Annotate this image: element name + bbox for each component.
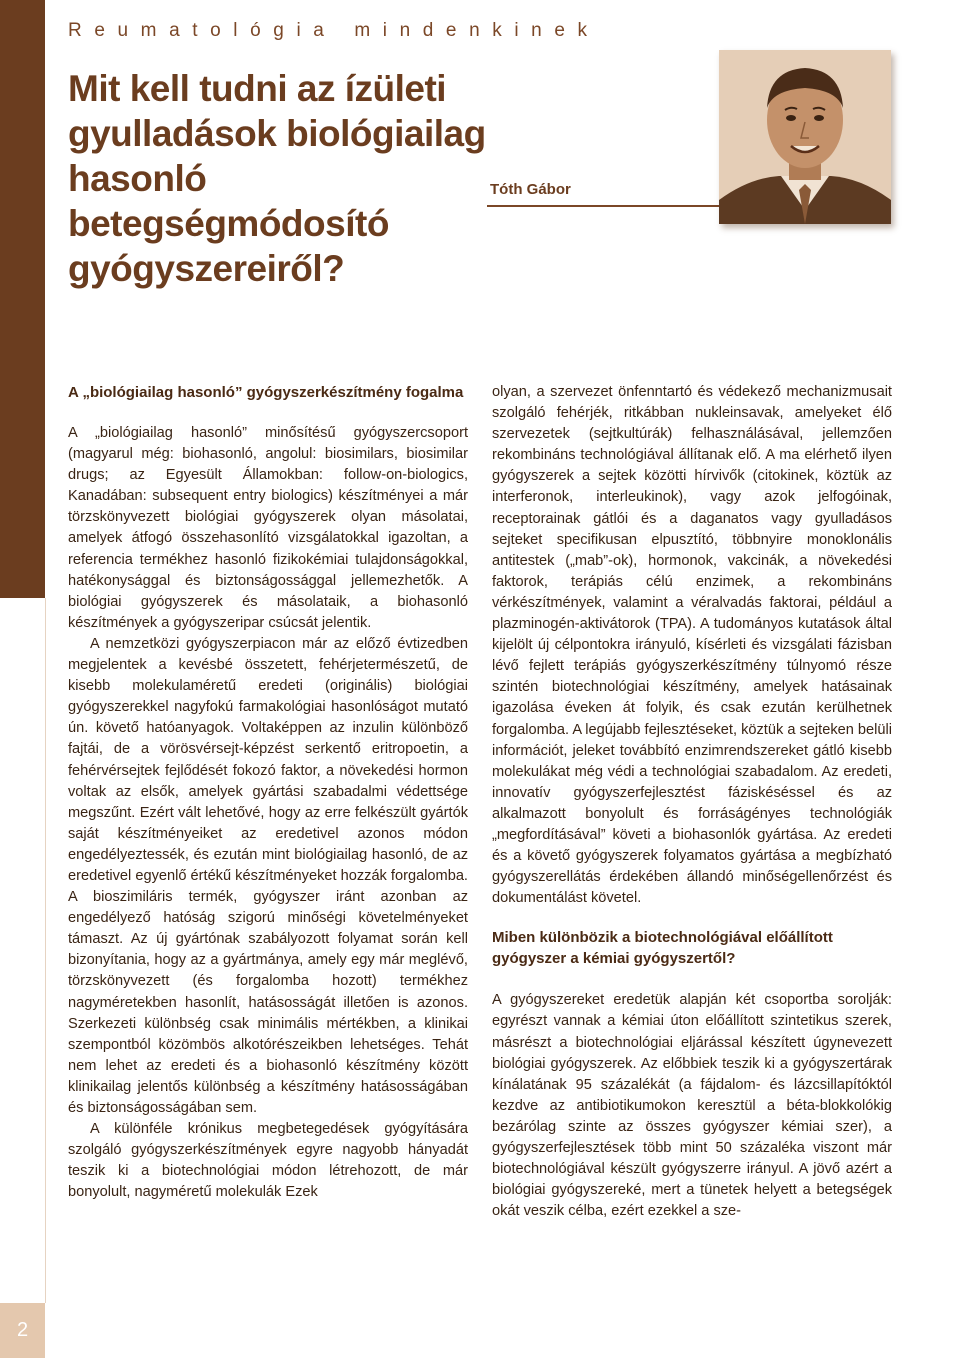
page-number-box <box>0 1303 45 1358</box>
section-heading-biotech-vs-chemical: Miben különbözik a biotechnológiával előállított gyógyszer a kémiai gyógyszertől? <box>492 929 833 968</box>
paragraph: A különféle krónikus megbetegedések gyógyítására szolgáló gyógyszerkészítmények egyre nagyobb hányadát teszik ki a biotechnológiai módon létrehozott, de már bonyolult, nagyméretű molekulák Ezek <box>68 1121 468 1201</box>
running-header: Reumatológia mindenkinek <box>68 20 600 41</box>
author-divider <box>487 205 719 207</box>
paragraph: A gyógyszereket eredetük alapján két csoportba sorolják: egyrészt vannak a kémiai úton előállított szintetikus szerek, másrészt a biotechnológiai eljárással készített úgynevezett biológiai gyógyszerek. Az előbbiek teszik ki a gyógyszertárak kínálatának 95 százalékát (a fájdalom- és lázcsillapítóktól kezdve az antibiotikumokon keresztül a béta-blokkolókig bezárólag szinte az összes gyógyszer kémiai szer), a gyógyszerfejlesztések több mint 50 százaléka viszont már biotechnológiával készült gyógyszerre irányul. A jövő azért a biológiai gyógyszereké, mert a tünetek helyett a betegségek okát veszik célba, ezért ezekkel a sze- <box>492 992 892 1220</box>
page-number: 2 <box>16 1319 29 1341</box>
sidebar-lower-panel <box>0 598 46 1303</box>
author-name: Tóth Gábor <box>490 181 571 198</box>
section-heading-biosimilar-concept: A „biológiailag hasonló” gyógyszerkészítmény fogalma <box>68 384 464 401</box>
sidebar-accent-bar <box>0 0 45 598</box>
paragraph: A nemzetközi gyógyszerpiacon már az előző évtizedben megjelentek a kevésbé összetett, fehérjetermészetű, de kisebb molekulaméretű eredeti (originális) biológiai gyógyszerekkel nagyfokú farmakológiai hasonlóságot mutató ún. követő hatóanyagok. Voltaképpen az inzulin különböző fajtái, de a vörösvérsejt-képzést serkentő eritropoetin, a fehérvérsejtek fejlődését fokozó faktor, a növekedési hormon voltak az elsők, amelyek gyártási szabadalmi védettsége megszűnt. Ezért vált lehetővé, hogy az erre felkészült gyártók saját készítményeiket az eredetivel azonos módon engedélyeztessék, és ezután mint biológiailag hasonló, de az eredetivel egyenlő értékű készítményeket hozzák forgalomba. A bioszimiláris termék, gyógyszer iránt azonban az engedélyező hatóság szigorú minőségi követelményeket támaszt. Az új gyártónak szabályozott folyamat során kell bizonyítania, hogy az a gyártmánya, amely egy már meglévő, törzskönyvezett (és forgalomba hozott) termékhez nagyméretekben hasonlít, hatásosságát illetően is azonos. Szerkezeti különbség csak minimális mértékben, a klinikai szempontból közömbös alkotórészeikben lehetséges. Tehát nem lehet az eredeti és a biohasonló készítmény között klinikailag jelentős különbség a készítmény hatásosságában és biztonságosságában sem. <box>68 635 468 1116</box>
paragraph: A „biológiailag hasonló” minősítésű gyógyszercsoport (magyarul még: biohasonló, angolul: biosimilars, biosimilar drugs; az Egyesült Államokban: follow-on-biologics, Kanadában: subsequent entry biologics) készítményei a már törzskönyvezett biológiai gyógyszerek olyan másolatai, amelyek átfogó összehasonlító vizsgálatokkal igazoltan, a referencia termékhez hasonló fizikokémiai tulajdonságokkal, hatékonysággal és biztonságossággal jellemezhetők. A biológiai gyógyszerek és másolataik, a biohasonló készítmények a gyógyszeripar csúcsát jelentik. <box>68 425 468 631</box>
left-column <box>68 382 468 1203</box>
author-portrait <box>719 50 891 224</box>
paragraph: olyan, a szervezet önfenntartó és védekező mechanizmusait szolgáló fehérjék, ritkábban nukleinsavak, amelyeket élő szervezetek (sejtkultúrák) felhasználásával, jellemzően rekombináns technológiával állítanak elő. A ma elérhető ilyen gyógyszerek a sejtek közötti hírvivők (citokinek, köztük az interferonok, interleukinok), vagy azok jelfogóinak, receptorainak gátlói és a daganatos vagy gyulladásos sejteket specifikusan elpusztító, többnyire monoklonális antitestek („mab”-ok), hormonok, vakcinák, a növekedési faktorok, terápiás célú enzimek, a rekombináns vérkészítmények, valamint a véralvadás faktorai, például a plazminogén-aktivátorok (TPA). A tudományos kutatások által kijelölt új célpontokra irányuló, kísérleti és vizsgálati fázisban lévő fejlett terápiás gyógyszerkészítmény túlnyomó része szintén biotechnológiai készítmény, amelyek hatásainak igazolása éveken át folyik, és csak ezután kerülhetnek forgalomba. A legújabb fejlesztéseket, köztük a sejteken belüli információt, jeleket továbbító enzimrendszereket gátló kisebb molekulákat még védi a technológiai szabadalom. Az eredeti, innovatív gyógyszerfejlesztést fáziskéséssel és az alkalmazott bonyolult és forráságényes technológiák „megfordításával” követi a biohasonlók gyártása. Az eredeti és a követő gyógyszerek folyamatos gyártása a megbízható gyógyszerellátás érdekében állandó minőségellenőrzést és dokumentálást követel. <box>492 384 892 907</box>
article-title: Mit kell tudni az ízületi gyulladások biológiailag hasonló betegségmódosító gyógyszereiről? <box>68 68 486 289</box>
right-column <box>492 382 892 1222</box>
